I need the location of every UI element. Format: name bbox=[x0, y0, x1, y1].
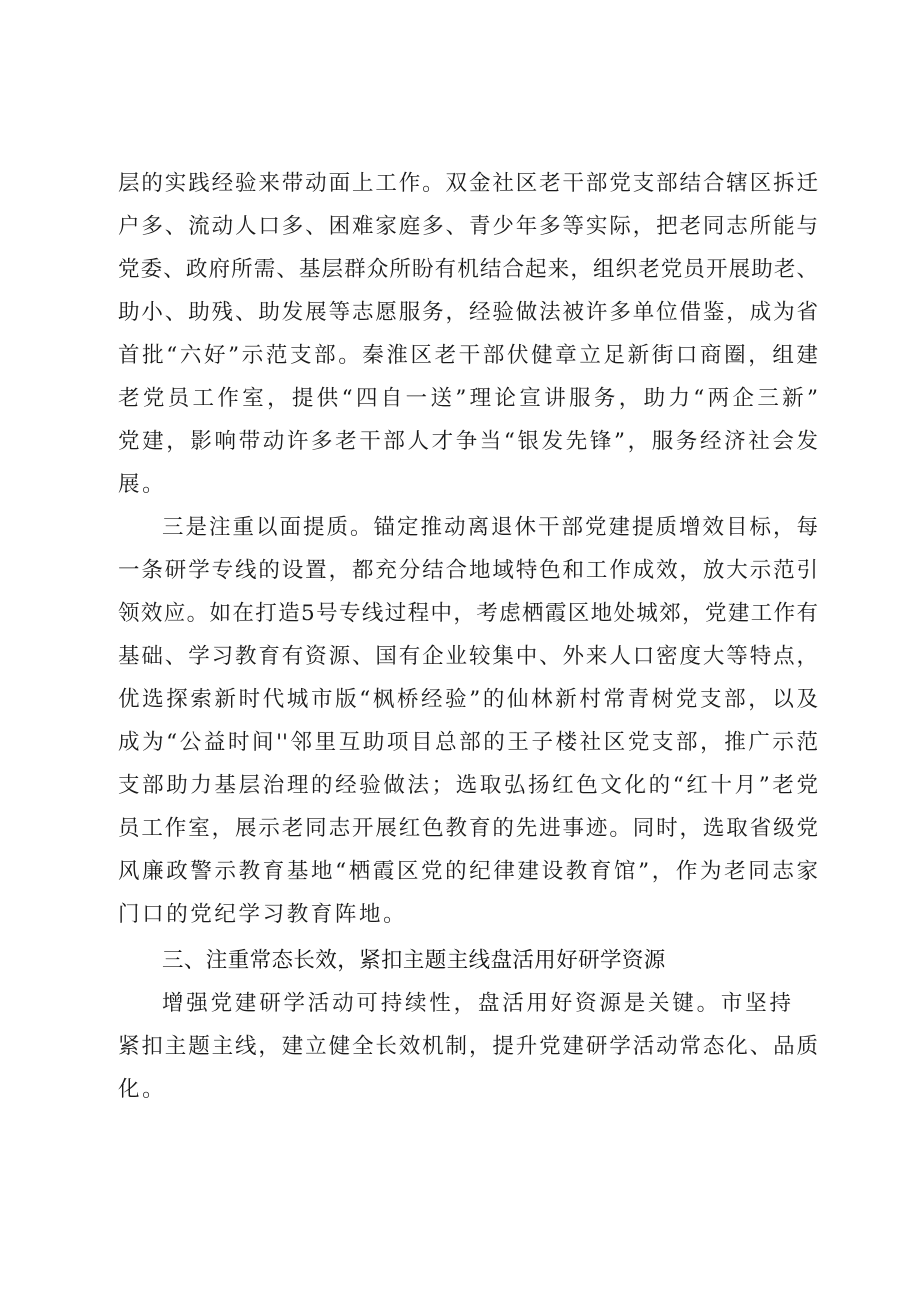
body-text-line: 领效应。如在打造5号专线过程中，考虑栖霞区地处城郊，党建工作有 bbox=[118, 601, 818, 626]
body-text-line: 紧扣主题主线，建立健全长效机制，提升党建研学活动常态化、品质 bbox=[118, 1034, 818, 1059]
paragraph-first-line: 三是注重以面提质。锚定推动离退休干部党建提质增效目标，每 bbox=[162, 515, 818, 540]
body-text-line: 户多、流动人口多、困难家庭多、青少年多等实际，把老同志所能与 bbox=[118, 214, 818, 239]
body-text-line: 展。 bbox=[118, 472, 167, 497]
section-heading: 三、注重常态长效，紧扣主题主线盘活用好研学资源 bbox=[162, 948, 666, 973]
body-text-line: 首批“六好”示范支部。秦淮区老干部伏健章立足新街口商圈，组建 bbox=[118, 343, 818, 368]
body-text-line: 党委、政府所需、基层群众所盼有机结合起来，组织老党员开展助老、 bbox=[118, 257, 818, 282]
body-text-line: 风廉政警示教育基地“栖霞区党的纪律建设教育馆”，作为老同志家 bbox=[118, 859, 818, 884]
body-text-line: 优选探索新时代城市版“枫桥经验”的仙林新村常青树党支部，以及 bbox=[118, 687, 818, 712]
body-text-line: 一条研学专线的设置，都充分结合地域特色和工作成效，放大示范引 bbox=[118, 558, 818, 583]
body-text-line: 支部助力基层治理的经验做法；选取弘扬红色文化的“红十月”老党 bbox=[118, 773, 818, 798]
body-text-line: 老党员工作室，提供“四自一送”理论宣讲服务，助力“两企三新” bbox=[118, 386, 818, 411]
body-text-line: 层的实践经验来带动面上工作。双金社区老干部党支部结合辖区拆迁 bbox=[118, 171, 818, 196]
body-text-line: 成为“公益时间''邻里互助项目总部的王子楼社区党支部，推广示范 bbox=[118, 730, 818, 755]
body-text-line: 化。 bbox=[118, 1077, 167, 1102]
body-text-line: 党建，影响带动许多老干部人才争当“银发先锋”，服务经济社会发 bbox=[118, 429, 818, 454]
body-text-line: 基础、学习教育有资源、国有企业较集中、外来人口密度大等特点， bbox=[118, 644, 818, 669]
body-text-line: 员工作室，展示老同志开展红色教育的先进事迹。同时，选取省级党 bbox=[118, 816, 818, 841]
paragraph-first-line: 增强党建研学活动可持续性，盘活用好资源是关键。市坚持 bbox=[162, 991, 794, 1016]
body-text-line: 门口的党纪学习教育阵地。 bbox=[118, 902, 408, 927]
body-text-line: 助小、助残、助发展等志愿服务，经验做法被许多单位借鉴，成为省 bbox=[118, 300, 818, 325]
